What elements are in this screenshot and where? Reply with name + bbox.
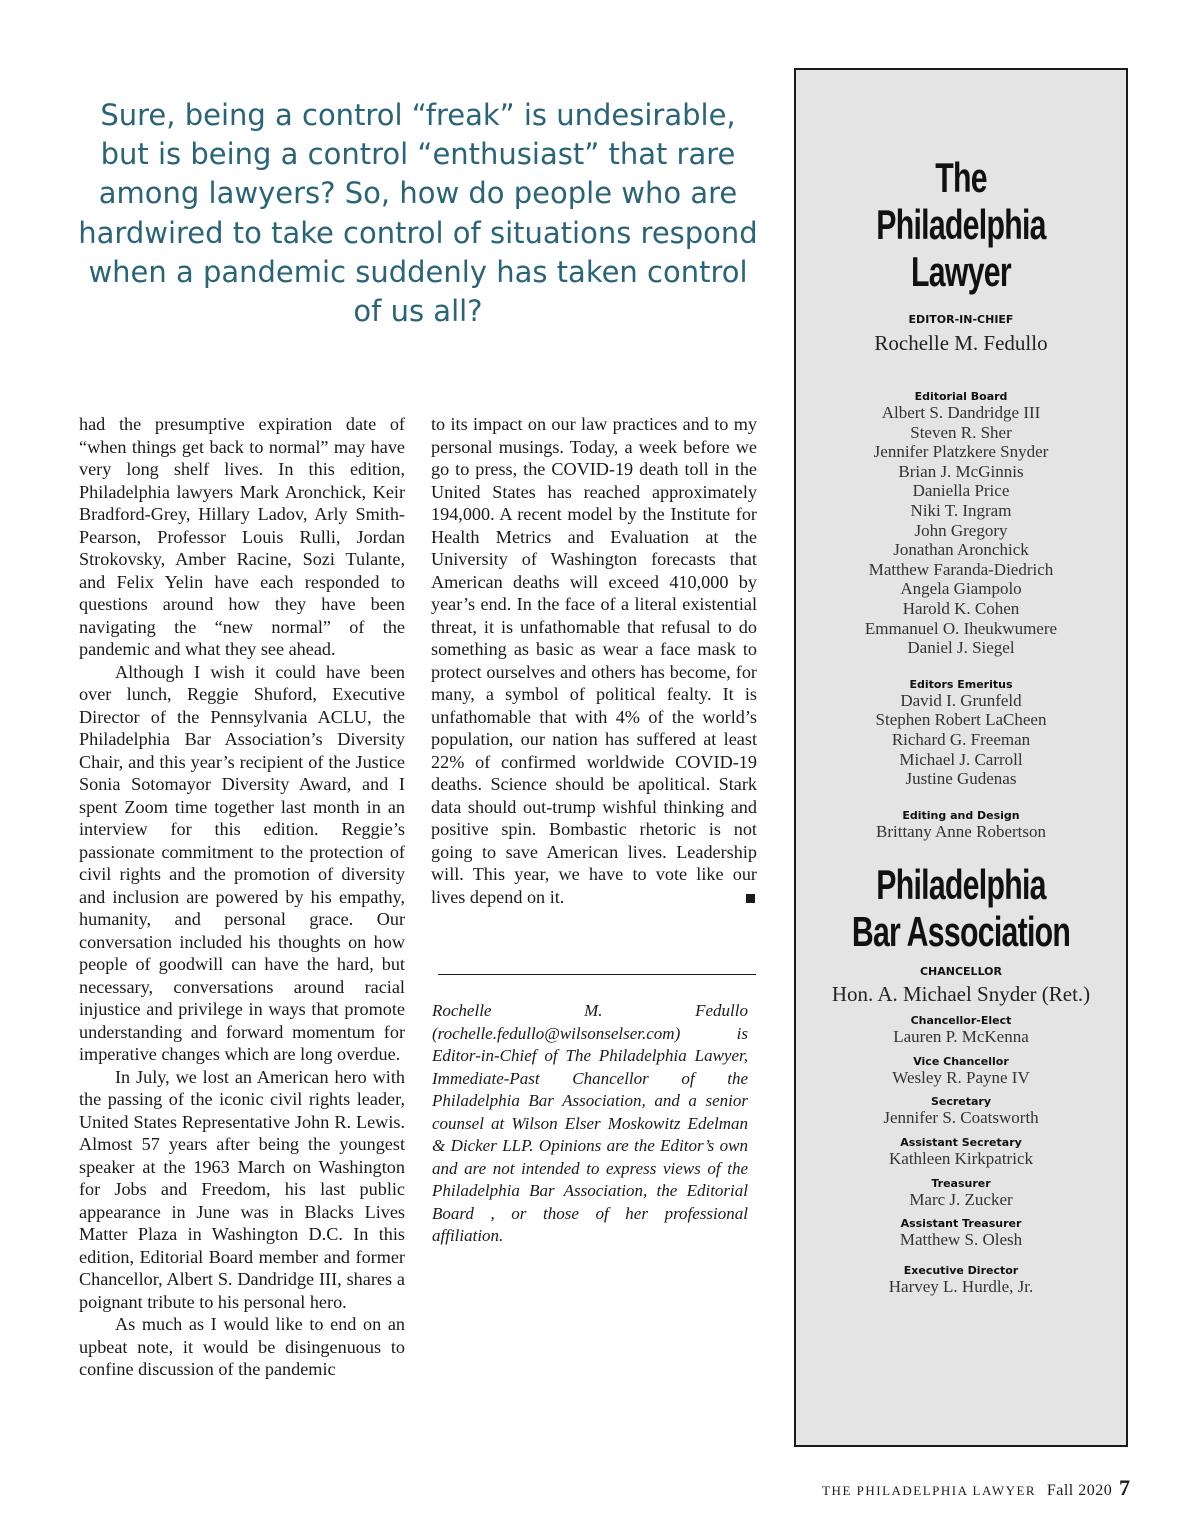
masthead-name: Daniel J. Siegel — [907, 638, 1015, 658]
bio-divider — [438, 974, 756, 975]
masthead-name: Justine Gudenas — [905, 769, 1017, 789]
masthead-name: Steven R. Sher — [910, 422, 1012, 442]
masthead-name: Niki T. Ingram — [910, 500, 1012, 520]
editorial-board-list — [796, 403, 1126, 658]
publication-name: THE PHILADELPHIA LAWYER — [822, 1483, 1037, 1498]
masthead-name: Jonathan Aronchick — [893, 540, 1029, 560]
executive-director-name: Harvey L. Hurdle, Jr. — [888, 1276, 1034, 1296]
masthead-name: David I. Grunfeld — [900, 690, 1022, 710]
masthead-name: Jennifer Platzkere Snyder — [873, 442, 1049, 462]
officer-name: Kathleen Kirkpatrick — [889, 1149, 1033, 1169]
chancellor-name: Hon. A. Michael Snyder (Ret.) — [831, 982, 1091, 1007]
editor-label: EDITOR-IN-CHIEF — [908, 313, 1014, 326]
masthead-name: Richard G. Freeman — [891, 729, 1031, 749]
editors-emeritus-list — [796, 691, 1126, 789]
end-of-article-square-icon — [746, 894, 755, 903]
association-title — [796, 861, 1126, 955]
masthead-name: Daniella Price — [912, 481, 1010, 501]
masthead-name: Albert S. Dandridge III — [881, 403, 1041, 422]
association-line: Philadelphia — [876, 861, 1046, 909]
officer-name: Wesley R. Payne IV — [892, 1067, 1030, 1087]
officer-name: Lauren P. McKenna — [893, 1027, 1029, 1047]
officer-name: Marc J. Zucker — [909, 1189, 1013, 1209]
issue-season: Fall 2020 — [1046, 1482, 1113, 1499]
masthead-name: John Gregory — [914, 520, 1008, 540]
paragraph: In July, we lost an American hero with the passing of the iconic civil rights leader, United States Representative John R. Lewis. Almost 57 years after being the youngest speaker at the 1963 March on Washington for Jobs and Freedom, his last public appearance in June was in Blacks Lives Matter Plaza in Washington D.C. In this edition, Editorial Board member and former Chancellor, Albert S. Dandridge III, shares a poignant tribute to his personal hero. — [79, 1066, 405, 1312]
officer-title: Secretary — [930, 1095, 992, 1109]
masthead-line: Philadelphia — [876, 201, 1046, 248]
masthead-line: Lawyer — [911, 248, 1011, 295]
editing-design-name: Brittany Anne Robertson — [876, 821, 1046, 841]
masthead-name: Matthew Faranda-Diedrich — [868, 559, 1054, 579]
officer-name: Matthew S. Olesh — [899, 1230, 1023, 1250]
paragraph: had the presumptive expiration date of “when things get back to normal” may have very long shelf lives. In this edition, Philadelphia lawyers Mark Aronchick, Keir Bradford-Grey, Hillary Ladov, Arly Smith-Pearson, Professor Louis Rulli, Jordan Strokovsky, Amber Racine, Sozi Tulante, and Felix Yelin have each responded to questions around how they have been navigating the “new normal” of the pandemic and what they see ahead. — [79, 414, 405, 659]
pull-quote: Sure, being a control “freak” is undesirable, but is being a control “enthusiast” that rare among lawyers? So, how do people who are hardwired to take control of situations respond when a pandemic suddenly has taken control of us all? — [78, 98, 758, 329]
editorial-board-label: Editorial Board — [914, 390, 1008, 403]
executive-director-label: Executive Director — [903, 1263, 1019, 1277]
editing-design-label: Editing and Design — [902, 808, 1020, 822]
masthead-name: Brian J. McGinnis — [898, 461, 1024, 481]
page-footer — [822, 1475, 1130, 1501]
article-column-1 — [79, 413, 405, 1381]
masthead-title — [796, 154, 1126, 295]
paragraph: Although I wish it could have been over lunch, Reggie Shuford, Executive Director of the Pennsylvania ACLU, the Philadelphia Bar Association’s Diversity Chair, and this year’s recipient of the Justice Sonia Sotomayor Diversity Award, and I spent Zoom time together last month in an interview for this edition. Reggie’s passionate commitment to the protection of civil rights and the promotion of diversity and inclusion are powered by his empathy, humanity, and personal grace. Our conversation included his thoughts on how people of goodwill can have the hard, but necessary, conversations around racial injustice and privilege in ways that promote understanding and forward momentum for imperative changes which are long overdue. — [79, 661, 405, 1064]
editor-name: Rochelle M. Fedullo — [874, 331, 1048, 355]
masthead-line: The — [935, 154, 987, 201]
masthead-name: Emmanuel O. Iheukwumere — [864, 618, 1058, 638]
officers-list — [796, 1014, 1126, 1250]
masthead-name: Angela Giampolo — [900, 579, 1022, 599]
masthead-name: Stephen Robert LaCheen — [875, 710, 1047, 730]
officer-title: Chancellor-Elect — [910, 1014, 1012, 1028]
officer-name: Jennifer S. Coatsworth — [883, 1108, 1039, 1128]
officer-title: Vice Chancellor — [913, 1054, 1009, 1068]
officer-title: Assistant Secretary — [900, 1136, 1022, 1150]
officer-title: Treasurer — [931, 1176, 991, 1190]
paragraph: As much as I would like to end on an upbeat note, it would be disingenuous to confine discussion of the pandemic — [79, 1314, 405, 1379]
editors-emeritus-label: Editors Emeritus — [909, 677, 1013, 691]
masthead-name: Michael J. Carroll — [899, 749, 1023, 769]
paragraph — [431, 413, 757, 908]
chancellor-label: CHANCELLOR — [919, 965, 1003, 979]
masthead-sidebar — [794, 68, 1128, 1447]
masthead-name: Harold K. Cohen — [902, 598, 1020, 618]
association-line: Bar Association — [851, 908, 1071, 956]
article-column-2 — [431, 413, 757, 908]
page-number: 7 — [1119, 1475, 1130, 1500]
author-bio: Rochelle M. Fedullo (rochelle.fedullo@wilsonselser.com) is Editor-in-Chief of The Philadelphia Lawyer, Immediate-Past Chancellor of the Philadelphia Bar Association, and a senior counsel at Wilson Elser Moskowitz Edelman & Dicker LLP. Opinions are the Editor’s own and are not intended to express views of the Philadelphia Bar Association, the Editorial Board , or those of her professional affiliation. — [432, 1001, 748, 1245]
officer-title: Assistant Treasurer — [900, 1217, 1022, 1231]
paragraph-text: to its impact on our law practices and to my personal musings. Today, a week before we go to press, the COVID-19 death toll in the United States has reached approximately 194,000. A recent model by the Institute for Health Metrics and Evaluation at the University of Washington forecasts that American deaths will exceed 410,000 by year’s end. In the face of a literal existential threat, it is unfathomable that refusal to do something as basic as wear a face mask to protect ourselves and others has become, for many, a symbol of political fealty. It is unfathomable that with 4% of the world’s population, our nation has suffered at least 22% of confirmed worldwide COVID-19 deaths. Science should be apolitical. Stark data should out-trump wishful thinking and positive spin. Bombastic rhetoric is not going to save American lives. Leadership will. This year, we have to vote like our lives depend on it. — [431, 414, 757, 907]
